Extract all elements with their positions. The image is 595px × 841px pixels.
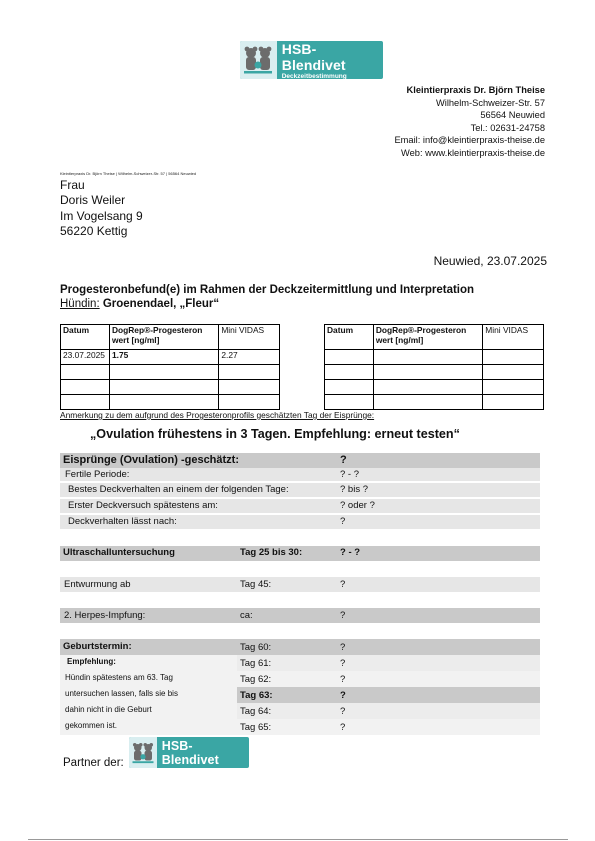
ovulation-row-value: ? - ? <box>340 469 360 480</box>
ovulation-row <box>60 483 540 497</box>
deworming-row <box>60 577 540 592</box>
table-cell <box>483 350 544 365</box>
progesterone-table-right <box>324 324 544 410</box>
table-header-cell: Datum <box>325 325 374 350</box>
herpes-label: 2. Herpes-Impfung: <box>64 610 146 621</box>
deworming-value: ? <box>340 579 346 590</box>
herpes-value: ? <box>340 610 346 621</box>
birth-day-value: ? <box>340 690 346 701</box>
recipient-street: Im Vogelsang 9 <box>60 208 143 223</box>
ovulation-heading: Eisprünge (Ovulation) -geschätzt: <box>63 454 240 466</box>
herpes-row <box>60 608 540 623</box>
birth-day: Tag 64: <box>240 706 272 717</box>
table-row <box>61 365 280 380</box>
table-cell <box>325 350 374 365</box>
table-cell <box>373 380 482 395</box>
birth-right-row <box>237 639 540 655</box>
ovulation-statement: „Ovulation frühestens in 3 Tagen. Empfehlung: erneut testen“ <box>90 427 460 441</box>
birth-right-row <box>237 719 540 735</box>
ultrasound-day: Tag 25 bis 30: <box>240 547 303 558</box>
recommendation-line: gekommen ist. <box>65 721 118 730</box>
recommendation-line: Hündin spätestens am 63. Tag <box>65 673 173 682</box>
table-row <box>61 350 280 365</box>
table-row <box>325 365 544 380</box>
table-cell <box>483 365 544 380</box>
birth-day: Tag 62: <box>240 674 272 685</box>
ovulation-row-label: Fertile Periode: <box>65 469 130 480</box>
dog-line <box>60 298 219 310</box>
table-cell <box>109 395 218 410</box>
table-cell <box>483 380 544 395</box>
practice-city: 56564 Neuwied <box>480 110 545 121</box>
table-row <box>325 395 544 410</box>
ovulation-row-value: ? <box>340 516 346 527</box>
deworming-day: Tag 45: <box>240 579 272 590</box>
practice-email: Email: info@kleintierpraxis-theise.de <box>394 135 545 146</box>
recipient-city: 56220 Kettig <box>60 223 128 238</box>
ovulation-heading-bar <box>60 453 540 468</box>
table-row <box>61 380 280 395</box>
recommendation-line: dahin nicht in die Geburt <box>65 705 152 714</box>
birth-right-row <box>237 687 540 703</box>
practice-web: Web: www.kleintierpraxis-theise.de <box>401 147 545 158</box>
recipient-name: Doris Weiler <box>60 193 126 208</box>
table-cell <box>373 365 482 380</box>
table-cell <box>219 395 280 410</box>
footer-divider <box>28 839 568 840</box>
table-cell <box>483 395 544 410</box>
recipient-salutation: Frau <box>60 178 85 192</box>
progesterone-table-left <box>60 324 280 410</box>
table-cell <box>373 395 482 410</box>
table-header-row <box>325 325 544 350</box>
birth-day-value: ? <box>340 706 346 717</box>
dogs-logo-icon <box>129 737 157 768</box>
ovulation-row-label: Bestes Deckverhalten an einem der folgenden Tage: <box>68 484 289 495</box>
recommendation-title: Empfehlung: <box>67 657 116 666</box>
birth-day-value: ? <box>340 722 346 733</box>
table-cell <box>219 365 280 380</box>
birth-day: Tag 61: <box>240 658 272 669</box>
ovulation-row <box>60 515 540 529</box>
table-cell <box>373 350 482 365</box>
birth-right-row <box>237 703 540 719</box>
ovulation-row <box>60 468 540 481</box>
header-logo <box>240 41 383 79</box>
ultrasound-label: Ultraschalluntersuchung <box>63 547 175 558</box>
practice-address <box>394 84 545 160</box>
table-header-cell: DogRep®-Progesteron wert [ng/ml] <box>373 325 482 350</box>
birth-label: Geburtstermin: <box>63 641 132 652</box>
table-header-row <box>61 325 280 350</box>
deworming-label: Entwurmung ab <box>64 579 131 590</box>
table-header-cell: Datum <box>61 325 110 350</box>
table-cell <box>325 395 374 410</box>
sender-line: Kleintierpraxis Dr. Björn Theise | Wilhelm-Schweizer-Str. 57 | 56564 Neuwied <box>60 171 197 176</box>
partner-logo <box>129 737 249 768</box>
herpes-day: ca: <box>240 610 253 621</box>
table-cell <box>109 365 218 380</box>
ovulation-row-label: Deckverhalten lässt nach: <box>68 516 177 527</box>
table-cell <box>61 395 110 410</box>
birth-day: Tag 65: <box>240 722 272 733</box>
birth-day: Tag 60: <box>240 642 272 653</box>
practice-phone: Tel.: 02631-24758 <box>470 122 545 133</box>
birth-day-value: ? <box>340 674 346 685</box>
place-date: Neuwied, 23.07.2025 <box>433 254 547 268</box>
logo-brand: HSB-Blendivet <box>281 41 346 73</box>
table-row <box>325 380 544 395</box>
table-header-cell: DogRep®-Progesteron wert [ng/ml] <box>109 325 218 350</box>
table-cell <box>61 380 110 395</box>
ovulation-row <box>60 499 540 513</box>
dog-label: Hündin: <box>60 298 100 310</box>
ultrasound-value: ? - ? <box>340 547 361 558</box>
ovulation-heading-value: ? <box>340 454 347 466</box>
table-cell: 1.75 <box>109 350 218 365</box>
table-cell <box>109 380 218 395</box>
table-header-cell: Mini VIDAS <box>483 325 544 350</box>
practice-name: Kleintierpraxis Dr. Björn Theise <box>406 85 545 95</box>
dog-value: Groenendael, „Fleur“ <box>102 298 220 310</box>
table-row <box>61 395 280 410</box>
table-header-cell: Mini VIDAS <box>219 325 280 350</box>
ultrasound-row <box>60 546 540 561</box>
table-cell <box>325 365 374 380</box>
partner-logo-brand: HSB-Blendivet <box>161 738 219 767</box>
birth-day: Tag 63: <box>240 690 273 701</box>
recommendation-line: untersuchen lassen, falls sie bis <box>65 689 178 698</box>
birth-right-row <box>237 671 540 687</box>
partner-label: Partner der: <box>63 757 124 769</box>
table-cell: 2.27 <box>219 350 280 365</box>
ovulation-row-value: ? bis ? <box>340 484 368 495</box>
table-cell: 23.07.2025 <box>61 350 110 365</box>
remark-text: Anmerkung zu dem aufgrund des Progesteronprofils geschätzten Tag der Eisprünge: <box>60 410 375 420</box>
logo-subtitle: Deckzeitbestimmung <box>281 72 347 79</box>
table-cell <box>219 380 280 395</box>
ovulation-row-label: Erster Deckversuch spätestens am: <box>68 500 218 511</box>
birth-day-value: ? <box>340 658 346 669</box>
birth-day-value: ? <box>340 642 346 653</box>
recipient-address <box>60 178 143 239</box>
dogs-logo-icon <box>240 41 277 79</box>
document-title: Progesteronbefund(e) im Rahmen der Deckzeitermittlung und Interpretation <box>60 284 475 296</box>
table-cell <box>61 365 110 380</box>
practice-street: Wilhelm-Schweizer-Str. 57 <box>435 97 545 108</box>
ovulation-row-value: ? oder ? <box>340 500 375 511</box>
birth-right-row <box>237 655 540 671</box>
table-row <box>325 350 544 365</box>
table-cell <box>325 380 374 395</box>
